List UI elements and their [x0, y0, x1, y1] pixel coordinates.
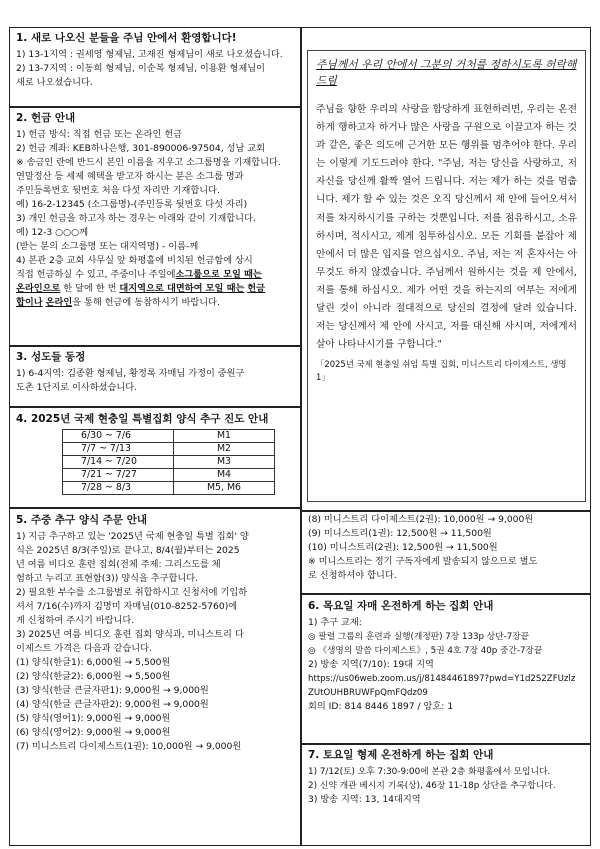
- orders-heading: 5. 주중 추구 양식 주문 안내: [16, 514, 148, 526]
- offering-section: [16, 111, 298, 310]
- offering-line: 2) 헌금 계좌: KEB하나은행, 301-890006-97504, 성남 교회: [16, 143, 265, 154]
- divider: [300, 510, 591, 512]
- offering-text: 을 통해 헌금에 동참하시기 바랍니다.: [72, 297, 220, 308]
- orders-line: (2) 양식(한글2): 6,000원 → 5,500원: [16, 671, 171, 682]
- orders-line: 1) 지금 추구하고 있는 '2025년 국제 현충일 특별 집회' 양: [16, 531, 249, 542]
- offering-line: [16, 282, 298, 296]
- schedule-item: M1: [174, 430, 275, 443]
- offering-emphasis: 온라인: [45, 297, 73, 308]
- schedule-item: M3: [174, 456, 275, 469]
- schedule-dates: 6/30 ~ 7/6: [63, 430, 174, 443]
- welcome-section: [16, 31, 298, 90]
- schedule-item: M4: [174, 469, 275, 482]
- orders-line: 험하고 누리고 표현함(3)) 양식을 추구합니다.: [16, 573, 199, 584]
- table-row: [63, 443, 275, 456]
- orders-line: (1) 양식(한글1): 6,000원 → 5,500원: [16, 657, 171, 668]
- offering-text: 직접 헌금하실 수 있고, 주중이나 주일에: [16, 269, 176, 280]
- orders-line: 3) 2025년 여름 비디오 훈련 집회 양식과, 미니스트리 다: [16, 629, 244, 640]
- thursday-line: ◎ 팔렬 그룹의 훈련과 실행(개정판) 7장 133p 상단-7장끝: [308, 632, 530, 642]
- thursday-section: [308, 599, 590, 714]
- schedule-item: M2: [174, 443, 275, 456]
- obituary-line: 1) 6-4지역: 김종환 형제님, 황정록 자매님 가정이 중원구: [16, 368, 245, 379]
- offering-line: 4) 본관 2층 교회 사무실 앞 화평홀에 비치된 헌금함에 상시: [16, 255, 253, 266]
- welcome-heading: 1. 새로 나오신 분들을 주님 안에서 환영합니다!: [16, 32, 237, 44]
- orders-line: (3) 양식(한글 큰글자판1): 9,000원 → 9,000원: [16, 685, 209, 696]
- saturday-line: 2) 신약 개관 베시지 기록(상), 46장 11-18p 상단을 추구합니다.: [308, 781, 556, 791]
- orders-line: (8) 미니스트리 다이제스트(2권): 10,000원 → 9,000원: [308, 514, 534, 525]
- orders-line: 셔서 7/16(수)까지 김명미 자매님(010-8252-5760)에: [16, 601, 238, 612]
- thursday-heading: 6. 목요일 자매 온전하게 하는 집회 안내: [308, 600, 494, 612]
- offering-emphasis: 소그룹으로 모일 때는: [175, 269, 262, 280]
- saturday-line: 1) 7/12(토) 오후 7:30-9:00에 본관 2층 화평홀에서 모입니다.: [308, 767, 551, 777]
- offering-emphasis: 헌금: [247, 283, 266, 294]
- offering-emphasis: 합이나: [16, 297, 43, 308]
- orders-line: (9) 미니스트리(1권): 12,500원 → 11,500원: [308, 528, 492, 539]
- obituary-heading: 3. 성도들 동정: [16, 351, 86, 363]
- obituary-section: [16, 350, 298, 395]
- offering-line: 3) 개인 헌금을 하고자 하는 경우는 아래와 같이 기재합니다.: [16, 213, 256, 224]
- offering-line: [16, 268, 298, 282]
- orders-line: (4) 양식(한글 큰글자판2): 9,000원 → 9,000원: [16, 699, 209, 710]
- offering-heading: 2. 헌금 안내: [16, 112, 76, 124]
- thursday-line: 회의 ID: 814 8446 1897 / 암호: 1: [308, 701, 454, 712]
- orders-line: 년 여름 비디오 훈련 집회(전체 주제: 그리스도를 체: [16, 559, 221, 570]
- welcome-line: 1) 13-1지역 : 권세영 형제님, 고재진 형제님이 새로 나오셨습니다.: [16, 49, 283, 60]
- saturday-line: 3) 방송 지역: 13, 14대지역: [308, 794, 421, 805]
- schedule-table: [62, 429, 275, 495]
- right-column: [308, 513, 590, 843]
- offering-line: 주민등록번호 뒷번호 처음 다섯 자리만 기재합니다.: [16, 185, 220, 196]
- schedule-section: [16, 412, 298, 495]
- prayer-title: 주님께서 우리 안에서 그분의 거처를 정하시도록 허락해 드림: [316, 58, 577, 87]
- table-row: [63, 456, 275, 469]
- orders-line: (7) 미니스트리 다이제스트(1권): 10,000원 → 9,000원: [16, 741, 242, 752]
- zoom-link[interactable]: ZUtOUHBRUWFpQmFQdz09: [308, 688, 428, 698]
- schedule-dates: 7/21 ~ 7/27: [63, 469, 174, 482]
- offering-emphasis: 대지역으로 대면하여 모일 때는: [119, 283, 245, 294]
- thursday-line: 1) 추구 교재:: [308, 617, 362, 628]
- left-column: [16, 31, 298, 843]
- schedule-dates: 7/14 ~ 7/20: [63, 456, 174, 469]
- schedule-heading: 4. 2025년 국제 현충일 특별집회 양식 추구 진도 안내: [16, 413, 269, 425]
- offering-line: ※ 송금인 란에 반드시 본인 이름을 지우고 소그룹명을 기재합니다.: [16, 157, 281, 168]
- schedule-item: M5, M6: [174, 482, 275, 495]
- thursday-line: 2) 방송 지역(7/10): 19대 지역: [308, 659, 434, 670]
- schedule-dates: 7/28 ~ 8/3: [63, 482, 174, 495]
- thursday-line: ◎ 《생명의 말씀 다이제스트》, 5권 4호 7장 40p 중간-7장끝: [308, 646, 543, 656]
- offering-text: 한 달에 한 번: [60, 283, 120, 294]
- orders-line: (10) 미니스트리(2권): 12,500원 → 11,500원: [308, 542, 498, 553]
- prayer-source: 「2025년 국제 현충일 쉬임 특별 집회, 미니스트리 다이제스트, 생명 1」: [316, 359, 567, 383]
- orders-section: [16, 513, 298, 754]
- orders-line: 이제스트 가격은 다음과 같습니다.: [16, 643, 152, 654]
- welcome-line: 2) 13-7지역 : 이동희 형제님, 이순복 형제님, 이용환 형제님이: [16, 63, 265, 74]
- prayer-body: 주님을 향한 우리의 사랑을 합당하게 표현하려면, 우리는 온전하게 행하고자 하거나 많은 사랑을 구원으로 이끌고자 하는 것과 같은, 좋은 의도에 근거한 모든 행위를 멈추어야 한다. 우리는 이렇게 기도드려야 한다. "주님, 저는 당신을 사랑하고, 저 자신을 당신께 활짝 열어 드립니다. 저는 제가 하는 것을 멈춥니다. 제가 할 수 있는 것은 오직 당신께서 제 안에 들어오셔서 저를 차지하시기를 구하는 것뿐입니다. 저를 점유하시고, 소유하시며, 적시시고, 제게 침투하십시오. 모든 기회를 붙잡아 제 안에서 더 많은 입지를 얻으십시오. 주님, 저는 저 혼자서는 아무것도 하지 않겠습니다. 주님께서 원하시는 것을 제 안에서, 저를 통해 하십시오. 제가 어떤 것을 하는지의 여부는 저에게 달린 것이 아니라 절대적으로 당신의 결정에 달려 있습니다. 저는 당신께서 제 안에 사시고, 저를 대신해 사시며, 저에게서 살아 나타나시기를 구합니다.": [316, 104, 577, 351]
- table-row: [63, 482, 275, 495]
- saturday-heading: 7. 토요일 형제 온전하게 하는 집회 안내: [308, 749, 494, 761]
- column-divider: [300, 27, 302, 846]
- offering-emphasis: 온라인으로: [16, 283, 61, 294]
- orders-line: 2) 필요한 부수를 소그룹별로 취합하시고 신청서에 기입하: [16, 587, 248, 598]
- orders-line: 로 신청하셔야 합니다.: [308, 570, 397, 581]
- orders-line: 식은 2025년 8/3(주일)로 끝나고, 8/4(월)부터는 2025: [16, 545, 240, 556]
- offering-line: 연말정산 등 세제 혜택을 받고자 하시는 분은 소그룹 명과: [16, 171, 244, 182]
- orders-line: ※ 미니스트리는 정기 구독자에게 발송되지 않으므로 별도: [308, 556, 538, 567]
- orders-continued: [308, 513, 590, 583]
- table-row: [63, 469, 275, 482]
- saturday-section: [308, 748, 590, 807]
- welcome-line: 새로 나오셨습니다.: [16, 77, 93, 88]
- offering-line: (받는 분의 소그룹명 또는 대지역명) - 이름-께: [16, 241, 199, 252]
- prayer-box: [307, 50, 586, 502]
- orders-line: 게 신청하여 주시기 바랍니다.: [16, 615, 135, 626]
- schedule-dates: 7/7 ~ 7/13: [63, 443, 174, 456]
- offering-line: 1) 헌금 방식: 직접 헌금 또는 온라인 헌금: [16, 129, 183, 140]
- offering-line: 예) 12-3 ○○○께: [16, 227, 89, 238]
- table-row: [63, 430, 275, 443]
- orders-line: (6) 양식(영어2): 9,000원 → 9,000원: [16, 727, 171, 738]
- obituary-line: 도촌 1단지로 이사하셨습니다.: [16, 382, 138, 393]
- zoom-link[interactable]: https://us06web.zoom.us/j/81484461897?pwd=Y1d2S2ZFUzlz: [308, 674, 576, 684]
- offering-line: 예) 16-2-12345 (소그룹명)-(주민등록 뒷번호 다섯 자리): [16, 199, 248, 210]
- orders-line: (5) 양식(영어1): 9,000원 → 9,000원: [16, 713, 171, 724]
- offering-line: [16, 296, 298, 310]
